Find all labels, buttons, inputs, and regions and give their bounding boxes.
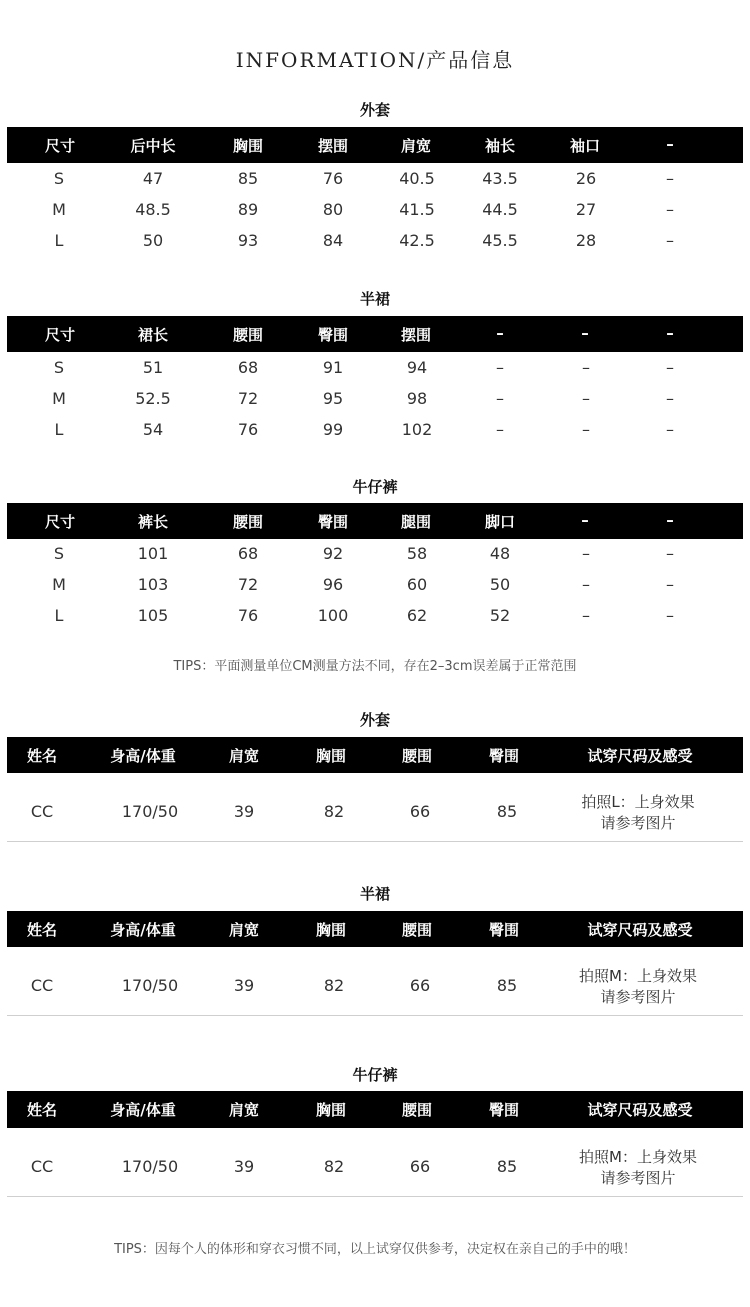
header-cell: 臀围: [488, 921, 520, 939]
fit-note-line: 请参考图片: [600, 1169, 676, 1187]
header-cell: 腰围: [401, 1101, 433, 1119]
table-cell: 82: [323, 802, 345, 821]
header-cell: 腰围: [232, 326, 264, 344]
table-row: [0, 420, 750, 444]
table-cell: CC: [30, 976, 54, 995]
table-cell: 50: [489, 575, 511, 594]
header-cell: 胸围: [315, 747, 347, 765]
table-cell: 43.5: [482, 169, 518, 188]
divider: [7, 1015, 743, 1016]
size-table-header: [7, 127, 743, 163]
table-cell: 48: [489, 544, 511, 563]
table-cell: 40.5: [399, 169, 435, 188]
header-cell: 身高/体重: [110, 1101, 176, 1119]
size-table-title: 牛仔裤: [352, 478, 398, 496]
fit-table-title: 外套: [359, 711, 390, 729]
table-cell: 44.5: [482, 200, 518, 219]
table-cell: 42.5: [399, 231, 435, 250]
table-row: [0, 200, 750, 224]
header-cell: 肩宽: [228, 1101, 260, 1119]
table-cell: 39: [233, 976, 255, 995]
table-cell: –: [666, 200, 674, 219]
fit-note-line: 拍照M：上身效果: [579, 1148, 697, 1166]
table-cell: 85: [496, 802, 518, 821]
table-row: [0, 231, 750, 255]
header-cell: 尺寸: [44, 137, 76, 155]
header-cell: 摆围: [317, 137, 349, 155]
table-cell: S: [53, 544, 65, 563]
header-cell: 臀围: [488, 1101, 520, 1119]
table-row: [0, 169, 750, 193]
header-cell: 后中长: [130, 137, 176, 155]
table-cell: 39: [233, 1157, 255, 1176]
table-cell: 47: [142, 169, 164, 188]
table-cell: 101: [137, 544, 169, 563]
header-cell: 袖口: [569, 137, 601, 155]
table-cell: 51: [142, 358, 164, 377]
header-cell: 腰围: [401, 921, 433, 939]
table-cell: –: [582, 606, 590, 625]
header-cell: 身高/体重: [110, 747, 176, 765]
header-cell: 试穿尺码及感受: [587, 1101, 693, 1119]
divider: [7, 1196, 743, 1197]
table-cell: 39: [233, 802, 255, 821]
table-cell: 103: [137, 575, 169, 594]
table-cell: 28: [575, 231, 597, 250]
table-cell: –: [582, 575, 590, 594]
header-cell: 腰围: [232, 513, 264, 531]
table-cell: 99: [322, 420, 344, 439]
table-cell: –: [582, 544, 590, 563]
header-cell: 臀围: [317, 326, 349, 344]
fit-note-line: 拍照M：上身效果: [579, 967, 697, 985]
page-title: INFORMATION/产品信息: [235, 48, 515, 72]
table-cell: 170/50: [121, 976, 179, 995]
table-cell: 52.5: [135, 389, 171, 408]
size-table-header: [7, 316, 743, 352]
table-cell: –: [496, 358, 504, 377]
header-cell: –: [666, 511, 674, 529]
table-cell: 94: [406, 358, 428, 377]
fit-note: [581, 792, 694, 834]
table-cell: –: [666, 231, 674, 250]
table-cell: 92: [322, 544, 344, 563]
size-table-title: 外套: [359, 101, 390, 119]
table-cell: 82: [323, 976, 345, 995]
table-cell: –: [496, 389, 504, 408]
header-cell: 肩宽: [228, 921, 260, 939]
header-cell: 尺寸: [44, 513, 76, 531]
table-cell: 58: [406, 544, 428, 563]
table-cell: 102: [401, 420, 433, 439]
table-cell: 54: [142, 420, 164, 439]
table-cell: S: [53, 169, 65, 188]
header-cell: 姓名: [26, 747, 58, 765]
table-cell: 66: [409, 802, 431, 821]
table-cell: 52: [489, 606, 511, 625]
header-cell: 臀围: [317, 513, 349, 531]
table-cell: 66: [409, 1157, 431, 1176]
table-cell: L: [54, 606, 64, 625]
header-cell: 裤长: [137, 513, 169, 531]
fit-note: [579, 1147, 697, 1189]
fit-table-title: 牛仔裤: [352, 1066, 398, 1084]
header-cell: 腰围: [401, 747, 433, 765]
fit-note-line: 请参考图片: [600, 814, 676, 832]
table-cell: –: [666, 358, 674, 377]
table-cell: 68: [237, 544, 259, 563]
table-cell: 48.5: [135, 200, 171, 219]
table-row: [0, 358, 750, 382]
table-cell: 95: [322, 389, 344, 408]
size-table-title: 半裙: [359, 290, 390, 308]
table-cell: CC: [30, 1157, 54, 1176]
size-table-header: [7, 503, 743, 539]
header-cell: 姓名: [26, 921, 58, 939]
table-cell: 100: [317, 606, 349, 625]
table-cell: 62: [406, 606, 428, 625]
table-cell: 96: [322, 575, 344, 594]
header-cell: 肩宽: [400, 137, 432, 155]
header-cell: 胸围: [315, 921, 347, 939]
table-cell: 50: [142, 231, 164, 250]
header-cell: 脚口: [484, 513, 516, 531]
table-cell: 170/50: [121, 802, 179, 821]
fit-table-header: [7, 1091, 743, 1128]
table-cell: 85: [496, 1157, 518, 1176]
fit-note-line: 拍照L：上身效果: [581, 793, 695, 811]
table-cell: 91: [322, 358, 344, 377]
table-cell: 85: [496, 976, 518, 995]
table-cell: 27: [575, 200, 597, 219]
table-cell: 82: [323, 1157, 345, 1176]
table-row: [0, 575, 750, 599]
fit-note-line: 请参考图片: [600, 988, 676, 1006]
table-cell: M: [52, 389, 66, 408]
table-cell: L: [54, 231, 64, 250]
header-cell: 摆围: [400, 326, 432, 344]
fit-tips: TIPS：因每个人的体形和穿衣习惯不同，以上试穿仅供参考，决定权在亲自己的手中的哦！: [114, 1242, 636, 1257]
fit-table-header: [7, 911, 743, 947]
table-cell: 41.5: [399, 200, 435, 219]
header-cell: –: [496, 324, 504, 342]
table-cell: L: [54, 420, 64, 439]
header-cell: 尺寸: [44, 326, 76, 344]
header-cell: –: [581, 511, 589, 529]
table-cell: M: [52, 200, 66, 219]
table-cell: CC: [30, 802, 54, 821]
table-cell: 45.5: [482, 231, 518, 250]
table-cell: –: [666, 575, 674, 594]
table-cell: 72: [237, 389, 259, 408]
fit-note: [579, 966, 697, 1008]
header-cell: 胸围: [232, 137, 264, 155]
header-cell: 裙长: [137, 326, 169, 344]
measurement-tips: TIPS：平面测量单位CM测量方法不同，存在2–3cm误差属于正常范围: [173, 659, 577, 674]
table-cell: –: [582, 358, 590, 377]
header-cell: –: [666, 135, 674, 153]
header-cell: 袖长: [484, 137, 516, 155]
table-row: [0, 606, 750, 630]
table-cell: –: [666, 606, 674, 625]
table-cell: 105: [137, 606, 169, 625]
table-cell: –: [582, 389, 590, 408]
header-cell: 腿围: [400, 513, 432, 531]
header-cell: 试穿尺码及感受: [587, 921, 693, 939]
header-cell: 胸围: [315, 1101, 347, 1119]
table-cell: 89: [237, 200, 259, 219]
table-cell: –: [666, 169, 674, 188]
table-cell: 72: [237, 575, 259, 594]
table-cell: –: [666, 544, 674, 563]
table-cell: 80: [322, 200, 344, 219]
table-cell: 68: [237, 358, 259, 377]
header-cell: 身高/体重: [110, 921, 176, 939]
table-row: [0, 389, 750, 413]
table-cell: –: [666, 420, 674, 439]
table-cell: 66: [409, 976, 431, 995]
table-cell: 98: [406, 389, 428, 408]
table-row: [0, 544, 750, 568]
table-cell: 26: [575, 169, 597, 188]
table-cell: 85: [237, 169, 259, 188]
fit-table-title: 半裙: [359, 885, 390, 903]
fit-table-header: [7, 737, 743, 773]
header-cell: 试穿尺码及感受: [587, 747, 693, 765]
table-cell: –: [582, 420, 590, 439]
table-cell: –: [666, 389, 674, 408]
table-cell: 76: [237, 420, 259, 439]
header-cell: 肩宽: [228, 747, 260, 765]
table-cell: 60: [406, 575, 428, 594]
header-cell: 臀围: [488, 747, 520, 765]
table-cell: S: [53, 358, 65, 377]
table-cell: M: [52, 575, 66, 594]
header-cell: –: [581, 324, 589, 342]
table-cell: –: [496, 420, 504, 439]
table-cell: 76: [322, 169, 344, 188]
table-cell: 84: [322, 231, 344, 250]
divider: [7, 841, 743, 842]
header-cell: –: [666, 324, 674, 342]
table-cell: 76: [237, 606, 259, 625]
table-cell: 93: [237, 231, 259, 250]
table-cell: 170/50: [121, 1157, 179, 1176]
header-cell: 姓名: [26, 1101, 58, 1119]
